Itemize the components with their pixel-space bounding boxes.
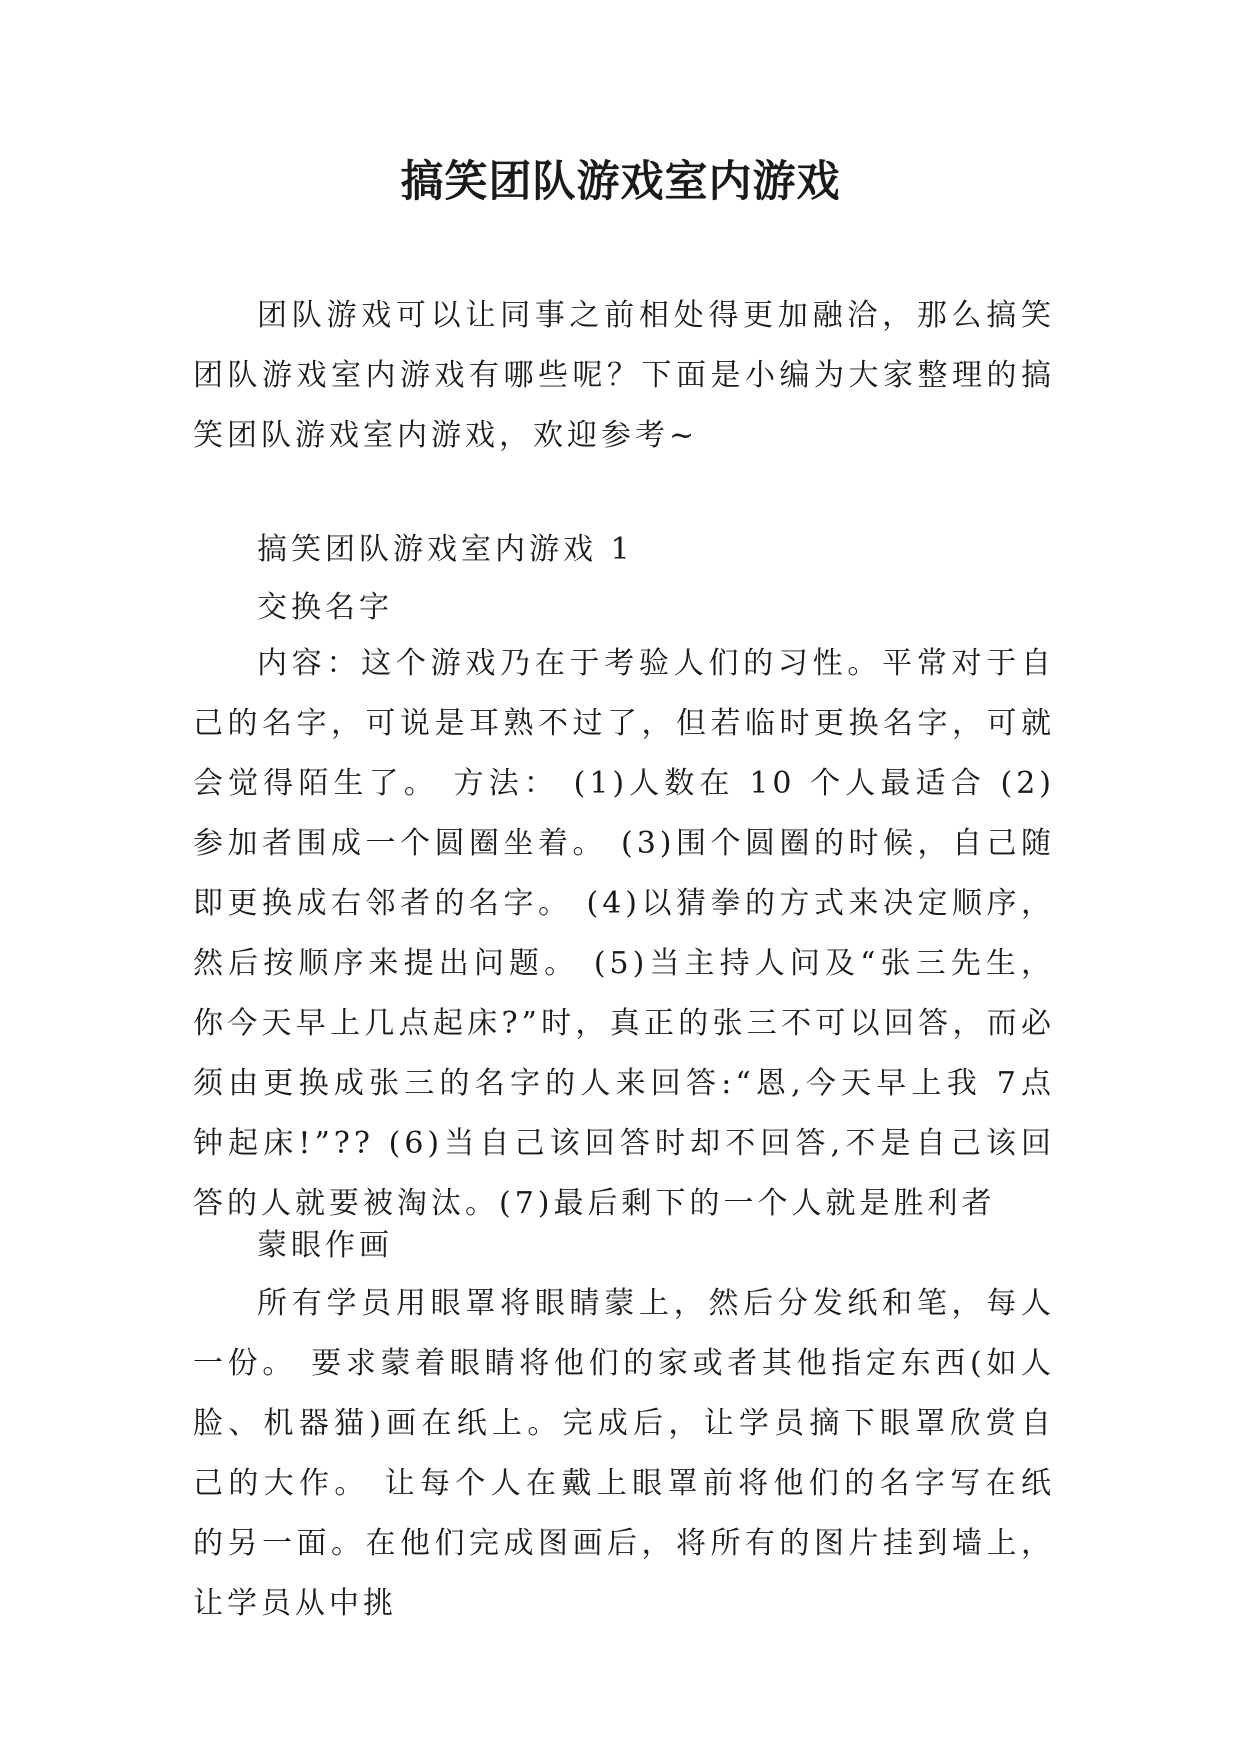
- section-heading: 搞笑团队游戏室内游戏 1: [257, 532, 634, 567]
- game-description: 所有学员用眼罩将眼睛蒙上，然后分发纸和笔，每人一份。 要求蒙着眼睛将他们的家或者其他指定东西(如人脸、机器猫)画在纸上。完成后，让学员摘下眼罩欣赏自己的大作。 让每个人在戴上眼罩前将他们的名字写在纸的另一面。在他们完成图画后，将所有的图片挂到墙上，让学员从中挑: [193, 1286, 1055, 1621]
- game-name: 蒙眼作画: [257, 1228, 393, 1263]
- game-name: 交换名字: [257, 590, 393, 625]
- document-title: 搞笑团队游戏室内游戏: [400, 157, 841, 207]
- game-description: 内容：这个游戏乃在于考验人们的习性。平常对于自己的名字，可说是耳熟不过了，但若临时更换名字，可就会觉得陌生了。 方法： (1)人数在 10 个人最适合 (2)参加者围成一个圆圈坐着。 (3)围个圆圈的时候，自己随即更换成右邻者的名字。 (4)以猜拳的方式来决定顺序，然后按顺序来提出问题。 (5)当主持人问及“张三先生，你今天早上几点起床?”时，真正的张三不可以回答，而必须由更换成张三的名字的人来回答:“恩,今天早上我 7点钟起床!”?? (6)当自己该回答时却不回答,不是自己该回答的人就要被淘汰。(7)最后剩下的一个人就是胜利者: [193, 646, 1055, 1221]
- intro-paragraph: 团队游戏可以让同事之前相处得更加融洽，那么搞笑团队游戏室内游戏有哪些呢？下面是小编为大家整理的搞笑团队游戏室内游戏，欢迎参考~: [193, 298, 1055, 453]
